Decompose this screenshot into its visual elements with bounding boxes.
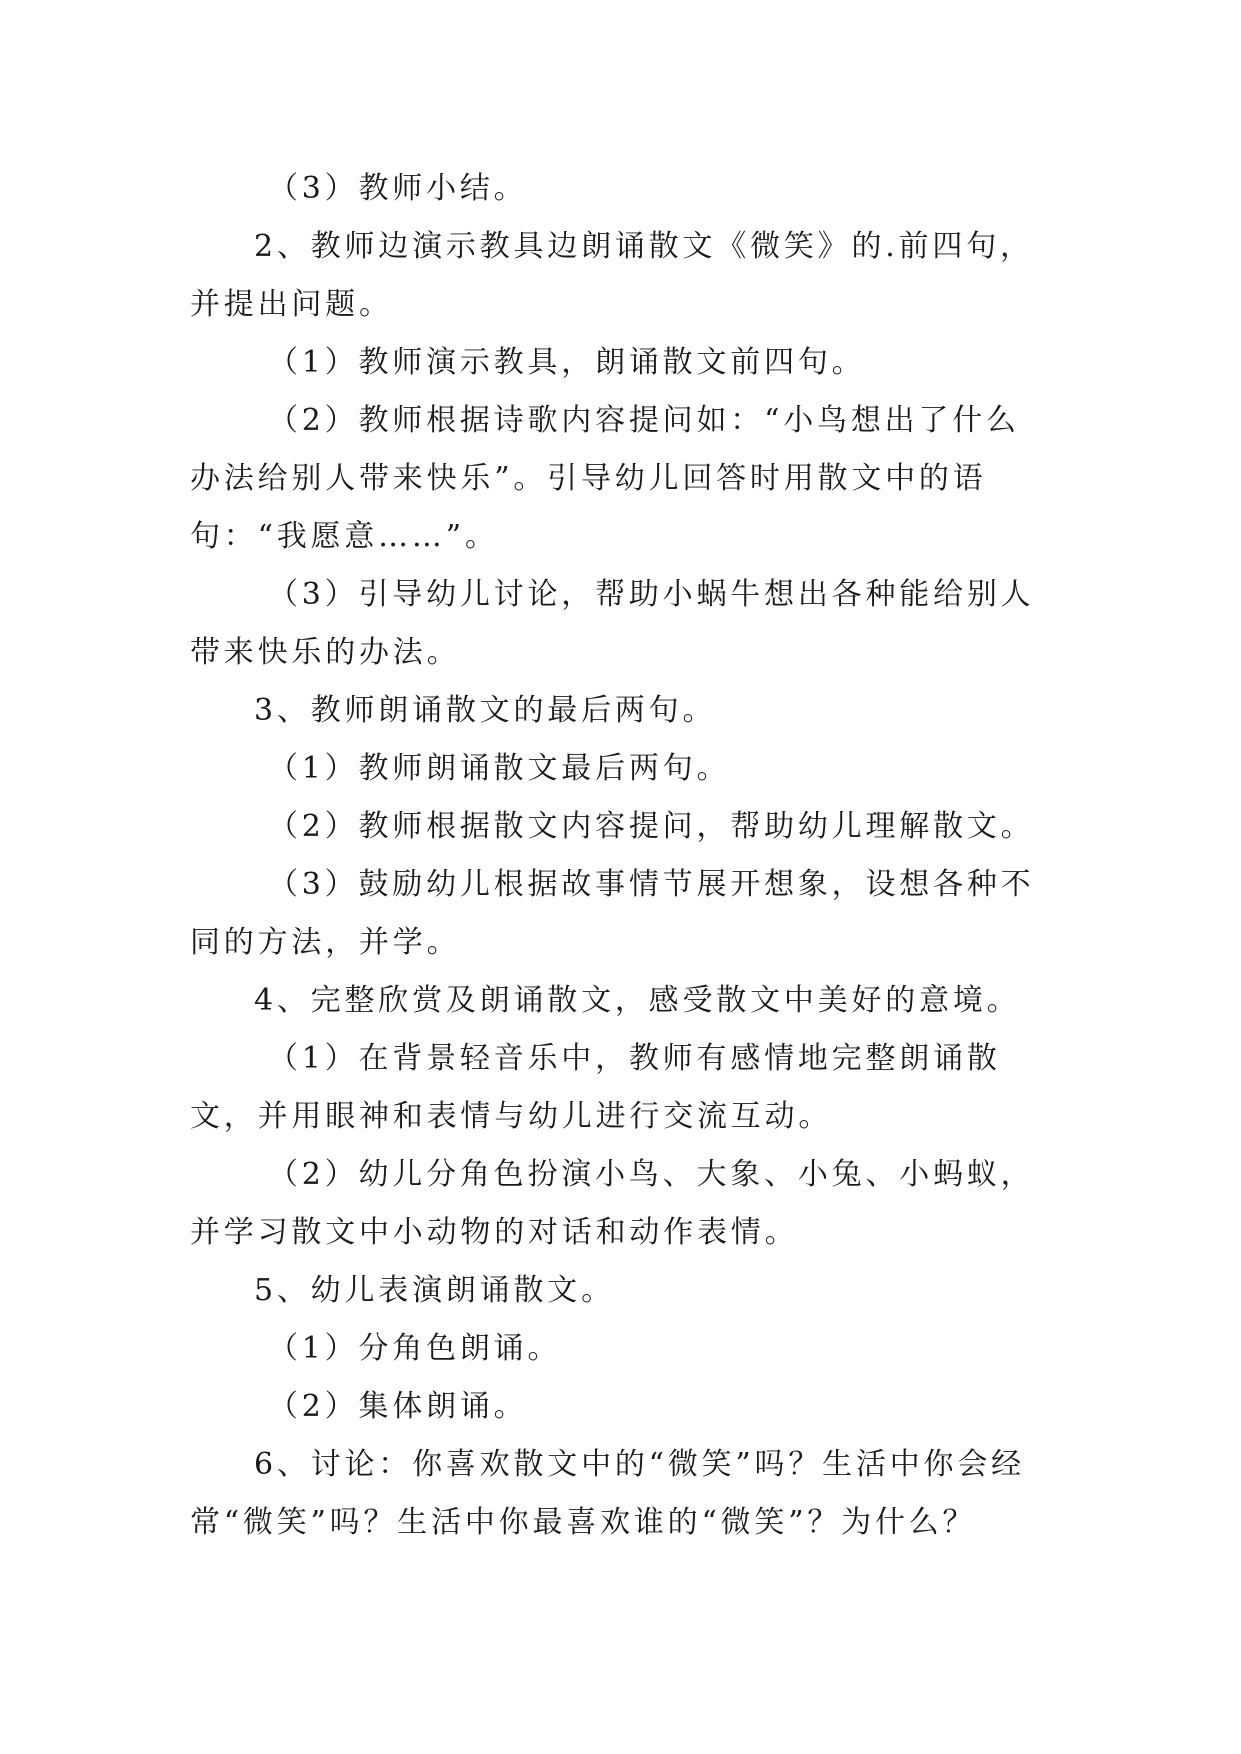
paragraph-step-1-3: （3）教师小结。 [268,171,528,206]
paragraph-step-4-1: （1）在背景轻音乐中，教师有感情地完整朗诵散文，并用眼神和表情与幼儿进行交流互动。 [190,1041,1001,1134]
document-body [190,160,1052,1552]
paragraph-step-3-2: （2）教师根据散文内容提问，帮助幼儿理解散文。 [268,809,1035,844]
paragraph-step-4: 4、完整欣赏及朗诵散文，感受散文中美好的意境。 [254,983,1021,1018]
paragraph-step-2-1: （1）教师演示教具，朗诵散文前四句。 [268,345,866,380]
paragraph-step-2-2: （2）教师根据诗歌内容提问如：“小鸟想出了什么办法给别人带来快乐”。引导幼儿回答时用散文中的语句：“我愿意……”。 [190,403,1020,554]
paragraph-step-3-3: （3）鼓励幼儿根据故事情节展开想象，设想各种不同的方法，并学。 [190,867,1035,960]
paragraph-step-2-3: （3）引导幼儿讨论，帮助小蜗牛想出各种能给别人带来快乐的办法。 [190,577,1035,670]
paragraph-step-6: 6、讨论：你喜欢散文中的“微笑”吗？生活中你会经常“微笑”吗？生活中你最喜欢谁的“微笑”？为什么？ [190,1447,1025,1540]
paragraph-step-2: 2、教师边演示教具边朗诵散文《微笑》的.前四句，并提出问题。 [190,229,1034,322]
paragraph-step-4-2: （2）幼儿分角色扮演小鸟、大象、小兔、小蚂蚁，并学习散文中小动物的对话和动作表情。 [190,1157,1035,1250]
paragraph-step-5-2: （2）集体朗诵。 [268,1389,528,1424]
paragraph-step-5-1: （1）分角色朗诵。 [268,1331,562,1366]
paragraph-step-3: 3、教师朗诵散文的最后两句。 [254,693,717,728]
paragraph-step-5: 5、幼儿表演朗诵散文。 [254,1273,615,1308]
paragraph-step-3-1: （1）教师朗诵散文最后两句。 [268,751,731,786]
